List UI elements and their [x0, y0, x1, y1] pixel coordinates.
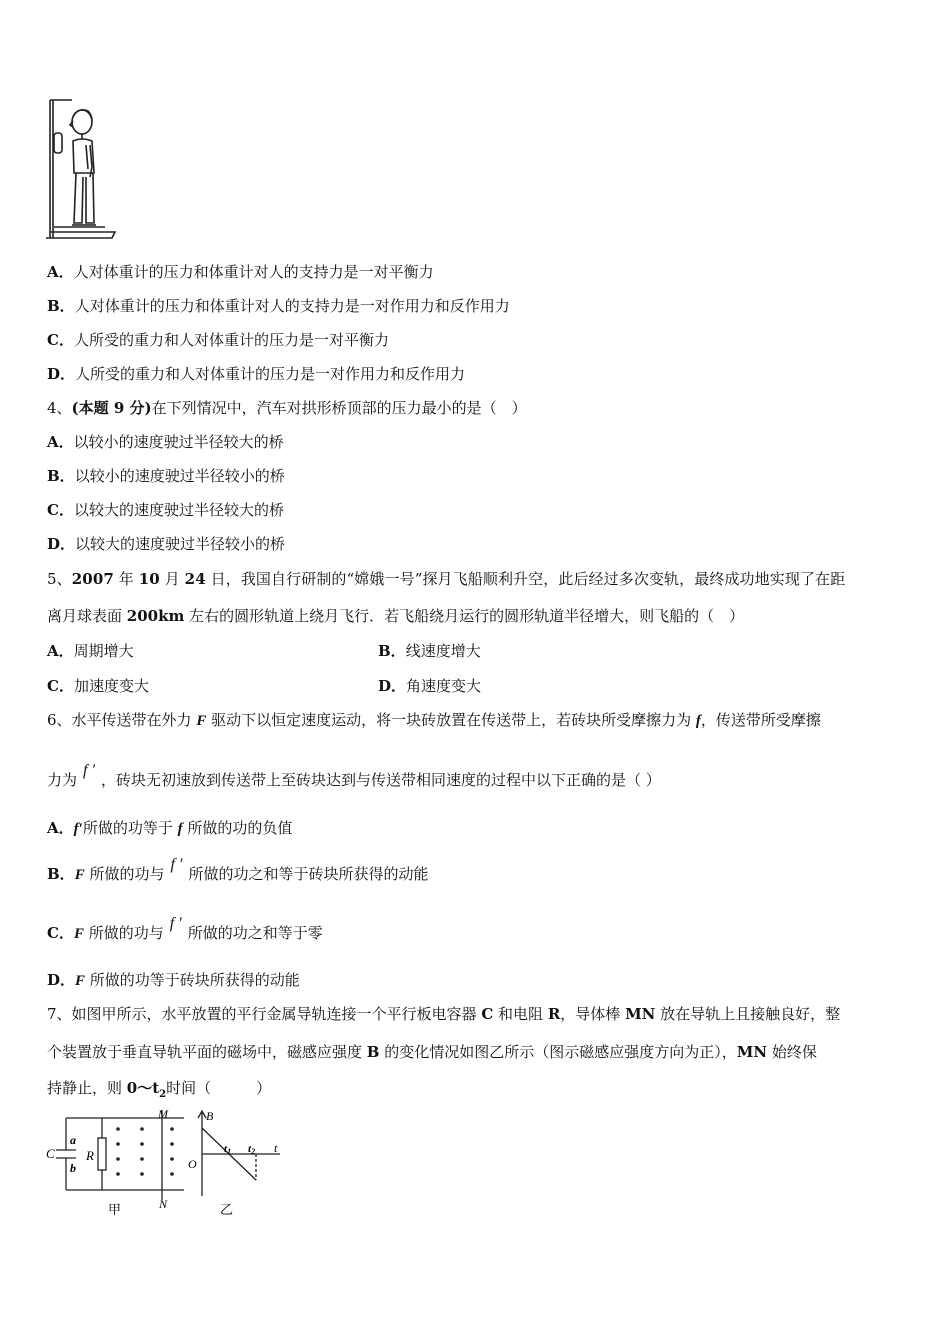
q4-option-c: C．以较大的速度驶过半径较大的桥 [47, 501, 284, 519]
q6-option-b: B．F 所做的功与f ′所做的功之和等于砖块所获得的动能 [47, 856, 429, 883]
circuit-figure-jia [44, 1108, 194, 1220]
q3-option-c: C．人所受的重力和人对体重计的压力是一对平衡力 [47, 331, 389, 349]
q7-stem-line2: 个装置放于垂直导轨平面的磁场中，磁感应强度 B 的变化情况如图乙所示（图示磁感应强度方向为正），MN 始终保 [47, 1043, 817, 1061]
label-a: a [70, 1133, 76, 1147]
q3-option-d: D．人所受的重力和人对体重计的压力是一对作用力和反作用力 [47, 365, 466, 383]
q4-option-a: A．以较小的速度驶过半径较大的桥 [47, 433, 284, 451]
q6-option-c: C．F 所做的功与f ′所做的功之和等于零 [47, 915, 323, 942]
person-on-scale-figure [40, 95, 120, 245]
q6-stem-line1: 6、水平传送带在外力 F 驱动下以恒定速度运动，将一块砖放置在传送带上，若砖块所受摩擦力为 f，传送带所受摩擦 [47, 711, 821, 729]
label-o: O [188, 1157, 197, 1171]
q4-option-d: D．以较大的速度驶过半径较小的桥 [47, 535, 286, 553]
q4-option-b: B．以较小的速度驶过半径较小的桥 [47, 467, 285, 485]
q7-stem-line3: 持静止，则 $0\sim t_2$时间（ ） [47, 1079, 272, 1100]
q4-stem: 4、(本题 9 分)在下列情况中，汽车对拱形桥顶部的压力最小的是（ ） [47, 399, 527, 417]
label-t2: t2 [248, 1143, 256, 1156]
q5-option-b: B．线速度增大 [378, 642, 481, 660]
label-c: C [46, 1146, 55, 1161]
q6-option-a: A．f′所做的功等于 f 所做的功的负值 [47, 819, 293, 837]
q6-option-d: D．F 所做的功等于砖块所获得的动能 [47, 971, 300, 989]
q5-stem-line1: 5、2007 年 10 月 24 日，我国自行研制的“嫦娥一号”探月飞船顺利升空，此后经过多次变轨，最终成功地实现了在距 [47, 570, 846, 588]
label-t-axis: t [274, 1141, 278, 1155]
q5-option-c: C．加速度变大 [47, 677, 149, 695]
caption-jia: 甲 [108, 1202, 122, 1217]
q7-stem-line1: 7、如图甲所示，水平放置的平行金属导轨连接一个平行板电容器 C 和电阻 R，导体棒 MN 放在导轨上且接触良好，整 [47, 1005, 841, 1023]
label-m: M [158, 1108, 168, 1121]
bt-graph-yi [186, 1108, 290, 1220]
q5-stem-line2: 离月球表面 200km 左右的圆形轨道上绕月飞行．若飞船绕月运行的圆形轨道半径增大，则飞船的（ ） [47, 607, 745, 625]
label-t1: t1 [224, 1143, 232, 1156]
label-b-axis: B [206, 1109, 214, 1123]
q5-option-d: D．角速度变大 [378, 677, 482, 695]
q3-option-a: A．人对体重计的压力和体重计对人的支持力是一对平衡力 [47, 263, 434, 281]
q3-option-b: B．人对体重计的压力和体重计对人的支持力是一对作用力和反作用力 [47, 297, 510, 315]
q5-option-a: A．周期增大 [47, 642, 134, 660]
label-r: R [86, 1148, 94, 1163]
caption-yi: 乙 [220, 1202, 234, 1217]
q6-stem-line2: 力为f ′，砖块无初速放到传送带上至砖块达到与传送带相同速度的过程中以下正确的是（ ） [47, 762, 661, 789]
label-n: N [159, 1197, 168, 1211]
label-b: b [70, 1161, 76, 1175]
